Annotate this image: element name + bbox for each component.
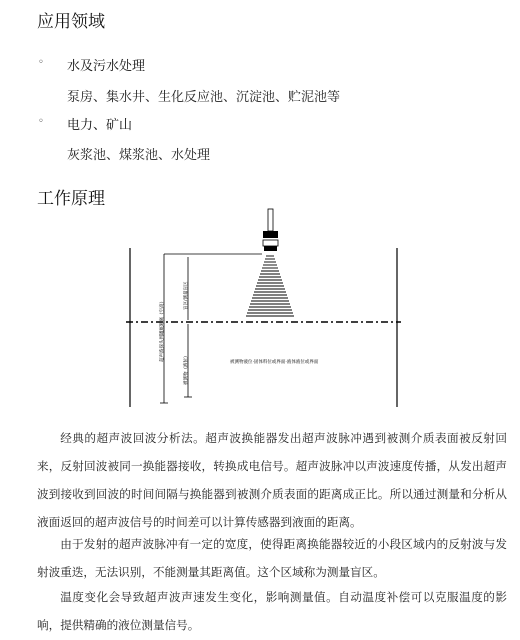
application-item-title: 电力、矿山 [67, 118, 133, 133]
section-title-principle: 工作原理 [37, 189, 105, 209]
application-item-title: 水及污水处理 [67, 59, 146, 74]
sensor-icon [263, 209, 278, 251]
paragraph: 温度变化会导致超声波声速发生变化，影响测量值。自动温度补偿可以克服温度的影响，提供精确的液位测量信号。 [37, 590, 507, 632]
bullet-icon: ◦ [38, 116, 44, 127]
sound-wave-icon [246, 256, 294, 316]
label-total-distance: 超声波探头到罐底距离（空高） [160, 299, 165, 362]
ultrasonic-principle-diagram [0, 200, 520, 415]
application-item-text: 灰浆池、煤浆池、水处理 [67, 148, 211, 163]
label-blind-zone: 盲区/测量盲区 [184, 281, 189, 310]
label-surface: 被测物液位·固体料位或界面·液体液位或界面 [230, 360, 319, 365]
section-title-applications: 应用领域 [37, 12, 105, 32]
bullet-icon: ◦ [38, 57, 44, 68]
paragraph: 经典的超声波回波分析法。超声波换能器发出超声波脉冲遇到被测介质表面被反射回来，反射回波被同一换能器接收，转换成电信号。超声波脉冲以声波速度传播，从发出超声波到接收到回波的时间间隔与换能器到被测介质表面的距离成正比。所以通过测量和分析从液面返回的超声波信号的时间差可以计算传感器到液面的距离。 [37, 431, 507, 529]
application-item-text: 泵房、集水井、生化反应池、沉淀池、贮泥池等 [67, 90, 341, 105]
label-level: 被测物（液位） [184, 353, 189, 385]
paragraph: 由于发射的超声波脉冲有一定的宽度，使得距离换能器较近的小段区域内的反射波与发射波重迭，无法识别，不能测量其距离值。这个区域称为测量盲区。 [37, 537, 507, 579]
